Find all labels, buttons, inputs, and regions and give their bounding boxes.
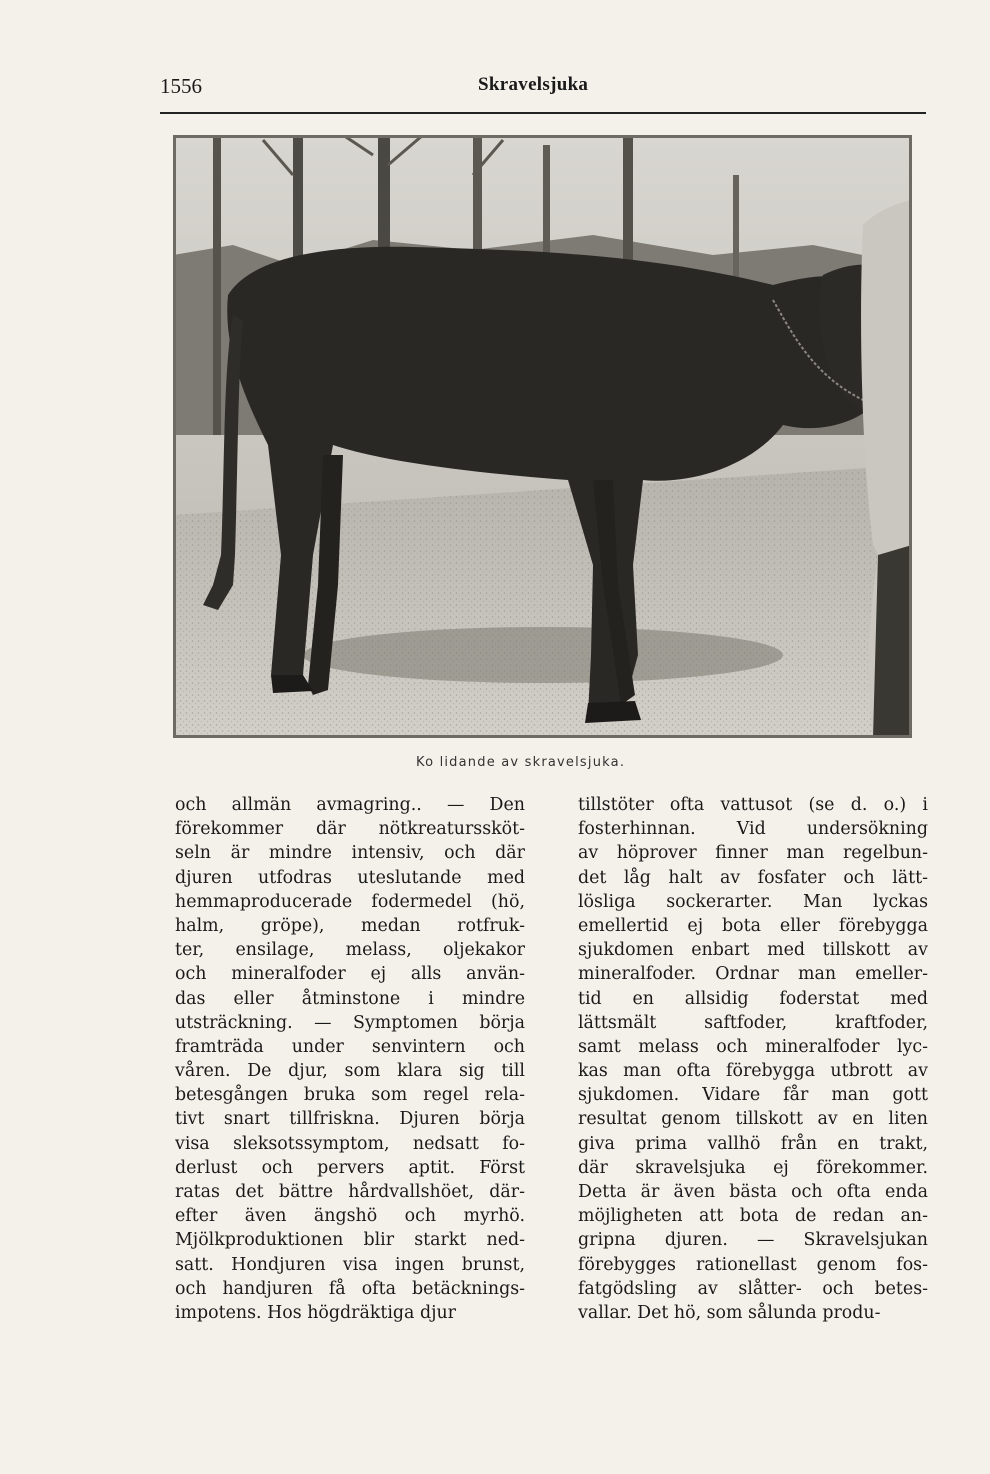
running-title: Skravelsjuka — [478, 74, 589, 95]
text-line: samt melass och mineralfoder lyc- — [578, 1036, 928, 1057]
left-text-column — [175, 793, 525, 1325]
text-line: seln är mindre intensiv, och där — [175, 843, 525, 864]
text-line: förebygges rationellast genom fos- — [578, 1254, 928, 1275]
text-line: förekommer där nötkreaturssköt- — [175, 819, 525, 840]
text-line: impotens. Hos högdräktiga djur — [175, 1302, 456, 1323]
text-line: Detta är även bästa och ofta enda — [578, 1182, 928, 1202]
text-line: djuren utfodras uteslutande med — [175, 867, 525, 888]
text-line: och mineralfoder ej alls använ- — [175, 964, 525, 985]
text-line: hemmaproducerade fodermedel (hö, — [175, 891, 525, 912]
text-line: tivt snart tillfriskna. Djuren börja — [175, 1109, 525, 1130]
cow-photo-illustration — [173, 135, 912, 738]
text-line: framträda under senvintern och — [175, 1036, 525, 1057]
text-line: och allmän avmagring.. — Den — [175, 795, 525, 815]
text-line: giva prima vallhö från en trakt, — [578, 1133, 928, 1154]
text-line: våren. De djur, som klara sig till — [175, 1061, 525, 1082]
text-line: tillstöter ofta vattusot (se d. o.) i — [578, 795, 928, 815]
text-line: sjukdomen enbart med tillskott av — [578, 940, 928, 961]
text-line: tid en allsidig foderstat med — [578, 988, 928, 1009]
text-line: das eller åtminstone i mindre — [175, 988, 525, 1009]
cow-photograph — [173, 135, 912, 738]
text-line: ratas det bättre hårdvallshöet, där- — [175, 1182, 525, 1202]
text-line: lösliga sockerarter. Man lyckas — [578, 891, 928, 912]
text-line: där skravelsjuka ej förekommer. — [578, 1157, 928, 1178]
text-line: satt. Hondjuren visa ingen brunst, — [175, 1254, 525, 1275]
right-text-column — [578, 793, 928, 1325]
text-line: efter även ängshö och myrhö. — [175, 1206, 525, 1227]
text-line: mineralfoder. Ordnar man emeller- — [578, 964, 928, 985]
text-line: och handjuren få ofta betäcknings- — [175, 1278, 525, 1299]
text-line: betesgången bruka som regel rela- — [175, 1085, 525, 1106]
text-line: fatgödsling av slåtter- och betes- — [578, 1278, 928, 1299]
text-line: lättsmält saftfoder, kraftfoder, — [578, 1012, 928, 1033]
text-line: av höprover finner man regelbun- — [578, 843, 928, 864]
text-line: Mjölkproduktionen blir starkt ned- — [175, 1230, 525, 1251]
text-line: fosterhinnan. Vid undersökning — [578, 819, 928, 840]
text-line: visa sleksotssymptom, nedsatt fo- — [175, 1133, 525, 1154]
text-line: gripna djuren. — Skravelsjukan — [578, 1230, 928, 1251]
text-line: resultat genom tillskott av en liten — [578, 1109, 928, 1130]
text-line: kas man ofta förebygga utbrott av — [578, 1061, 928, 1082]
text-line: halm, gröpe), medan rotfruk- — [175, 915, 525, 936]
text-line: derlust och pervers aptit. Först — [175, 1157, 525, 1178]
text-line: emellertid ej bota eller förebygga — [578, 915, 928, 936]
header-rule — [160, 112, 926, 114]
text-line: ter, ensilage, melass, oljekakor — [175, 940, 525, 961]
text-line: vallar. Det hö, som sålunda produ- — [578, 1302, 881, 1323]
text-line: utsträckning. — Symptomen börja — [175, 1012, 525, 1033]
text-line: möjligheten att bota de redan an- — [578, 1206, 928, 1227]
text-line: det låg halt av fosfater och lätt- — [578, 867, 928, 888]
page-number: 1556 — [160, 74, 202, 98]
figure-caption: Ko lidande av skravelsjuka. — [416, 755, 626, 770]
text-line: sjukdomen. Vidare får man gott — [578, 1085, 928, 1106]
